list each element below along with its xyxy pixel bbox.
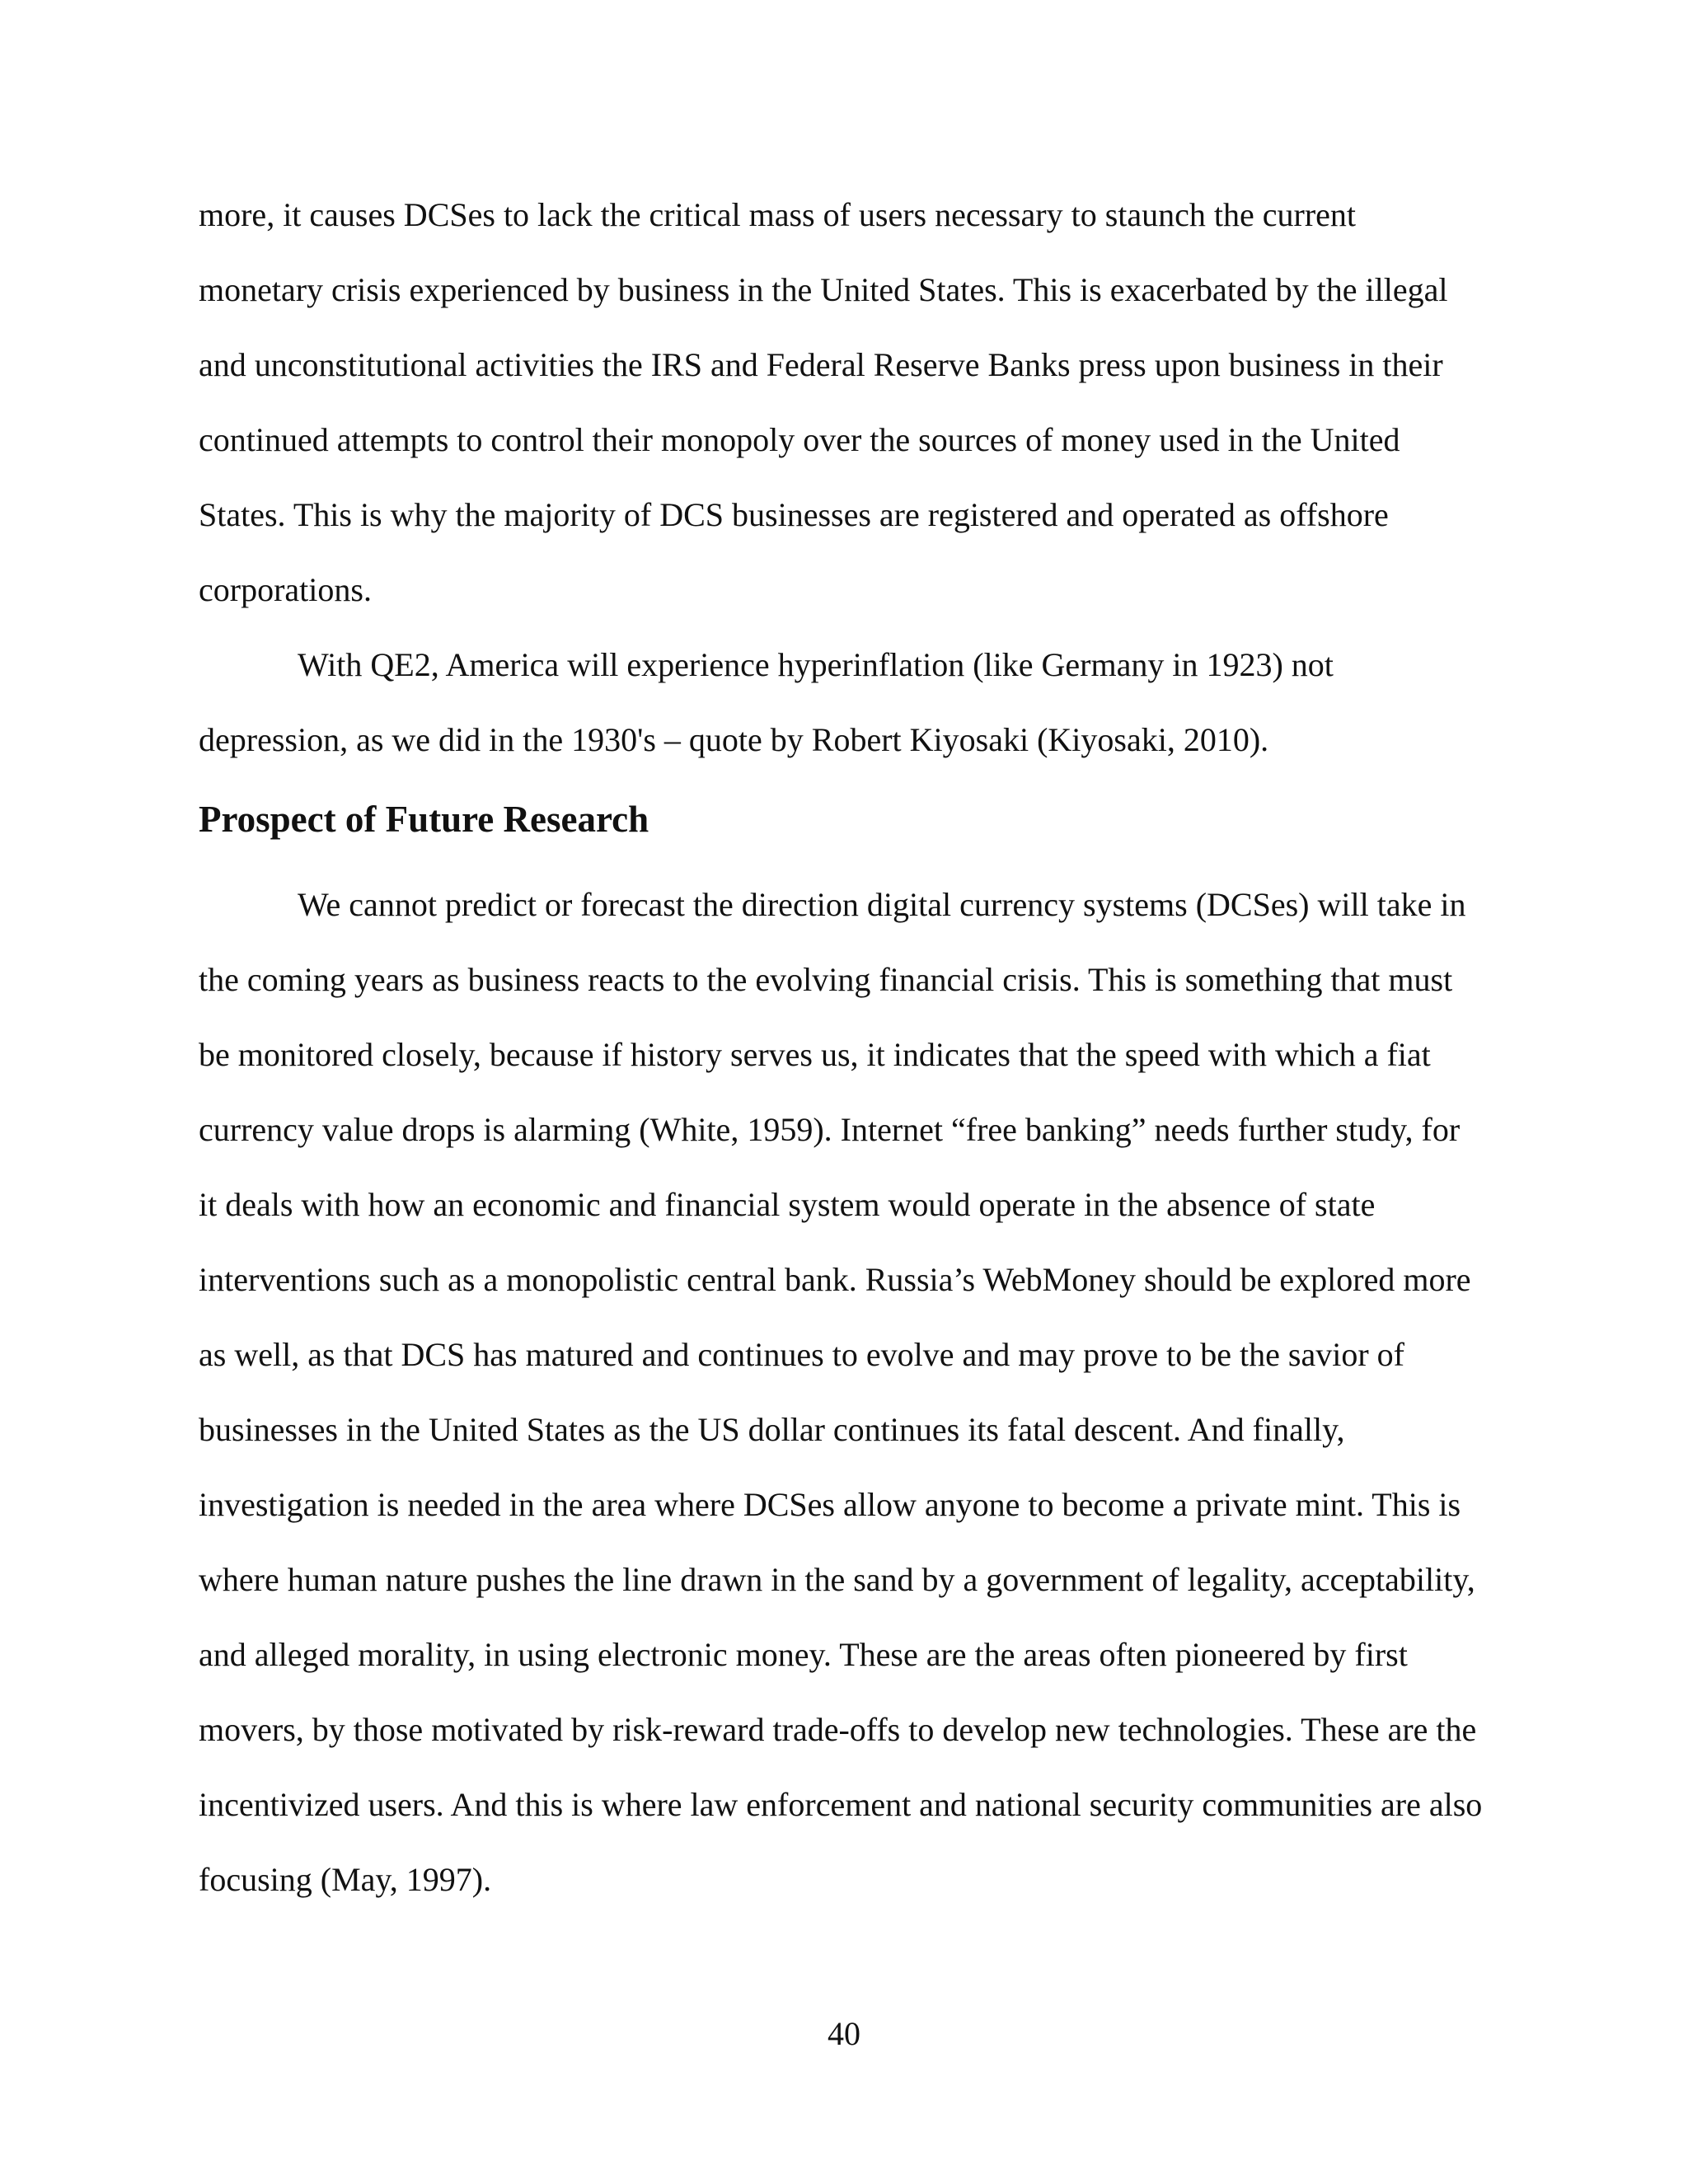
paragraph-1-line-1: more, it causes DCSes to lack the critical mass of users necessary to staunch the current — [199, 196, 1357, 233]
paragraph-1-line-5: States. This is why the majority of DCS businesses are registered and operated as offshore — [199, 496, 1389, 533]
paragraph-2-line-11: and alleged morality, in using electronic money. These are the areas often pioneered by first — [199, 1636, 1408, 1673]
paragraph-2-line-9: investigation is needed in the area where DCSes allow anyone to become a private mint. This is — [199, 1486, 1461, 1523]
paragraph-2-line-10: where human nature pushes the line drawn in the sand by a government of legality, acceptability, — [199, 1561, 1475, 1598]
paragraph-1-line-4: continued attempts to control their monopoly over the sources of money used in the United — [199, 421, 1400, 458]
paragraph-1-line-6: corporations. — [199, 571, 372, 608]
paragraph-2-line-2: the coming years as business reacts to the evolving financial crisis. This is something that must — [199, 961, 1453, 998]
section-heading: Prospect of Future Research — [199, 799, 649, 840]
page-number: 40 — [828, 2015, 860, 2052]
paragraph-2-line-8: businesses in the United States as the US dollar continues its fatal descent. And finally, — [199, 1411, 1345, 1448]
paragraph-2-line-6: interventions such as a monopolistic central bank. Russia’s WebMoney should be explored more — [199, 1261, 1471, 1298]
quote-paragraph-line-2: depression, as we did in the 1930's – quote by Robert Kiyosaki (Kiyosaki, 2010). — [199, 721, 1269, 758]
paragraph-2-line-14: focusing (May, 1997). — [199, 1861, 492, 1898]
paragraph-2-line-13: incentivized users. And this is where law enforcement and national security communities are also — [199, 1786, 1483, 1823]
paragraph-2-line-1: We cannot predict or forecast the direction digital currency systems (DCSes) will take in — [298, 886, 1466, 923]
paragraph-1-line-3: and unconstitutional activities the IRS and Federal Reserve Banks press upon business in their — [199, 346, 1443, 383]
quote-paragraph-line-1: With QE2, America will experience hyperinflation (like Germany in 1923) not — [298, 646, 1334, 683]
paragraph-2-line-5: it deals with how an economic and financial system would operate in the absence of state — [199, 1186, 1376, 1223]
paragraph-2-line-12: movers, by those motivated by risk-reward trade-offs to develop new technologies. These are the — [199, 1711, 1477, 1748]
paragraph-2-line-4: currency value drops is alarming (White, 1959). Internet “free banking” needs further study, for — [199, 1111, 1461, 1148]
paragraph-2-line-7: as well, as that DCS has matured and continues to evolve and may prove to be the savior of — [199, 1336, 1404, 1373]
paragraph-2-line-3: be monitored closely, because if history serves us, it indicates that the speed with which a fiat — [199, 1036, 1431, 1073]
paragraph-1-line-2: monetary crisis experienced by business in the United States. This is exacerbated by the illegal — [199, 271, 1448, 308]
